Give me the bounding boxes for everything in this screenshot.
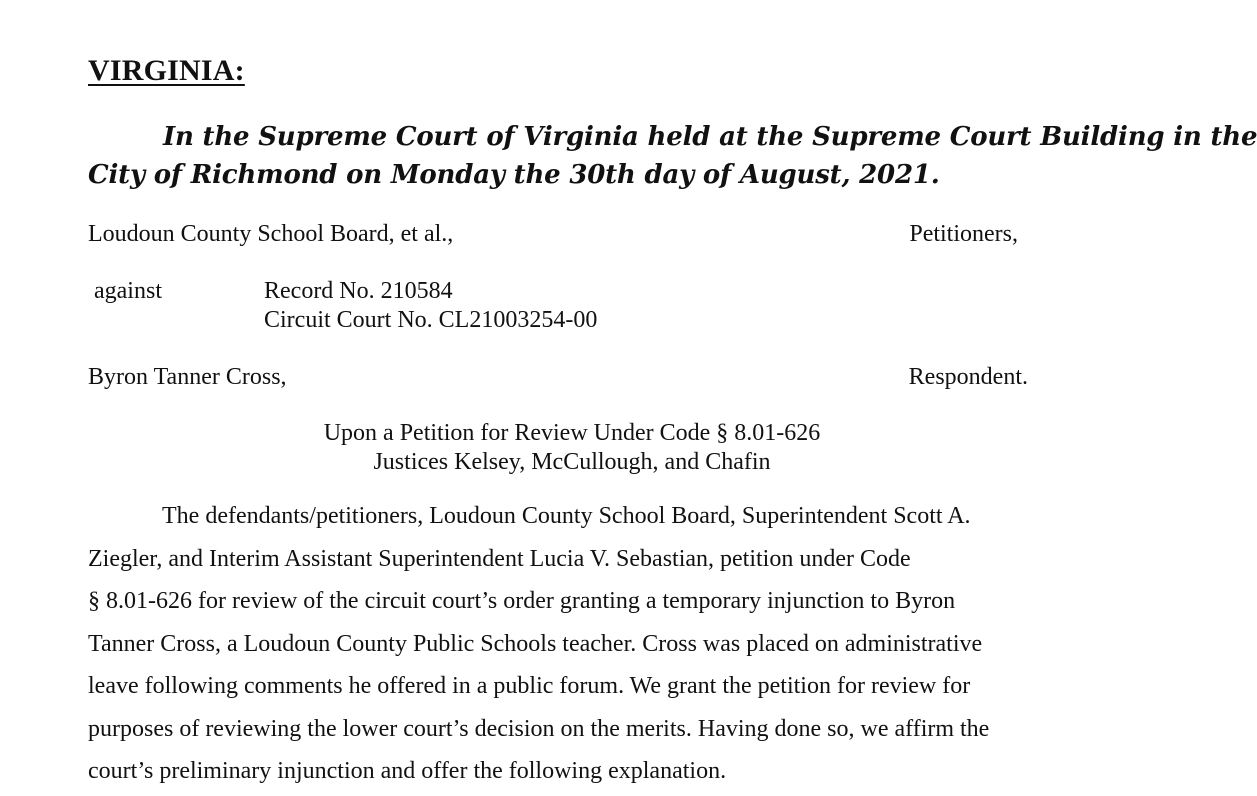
opinion-line: The defendants/petitioners, Loudoun County School Board, Superintendent Scott A. xyxy=(162,503,971,529)
record-number: Record No. 210584 xyxy=(264,278,453,304)
court-caption-line-2: City of Richmond on Monday the 30th day of August, 2021. xyxy=(88,160,940,190)
court-caption-line-1: In the Supreme Court of Virginia held at the Supreme Court Building in the xyxy=(163,122,1257,152)
state-heading: VIRGINIA: xyxy=(88,54,245,87)
respondent-role: Respondent. xyxy=(908,364,1028,390)
opinion-line: leave following comments he offered in a public forum. We grant the petition for review for xyxy=(88,673,971,699)
opinion-line: § 8.01-626 for review of the circuit court’s order granting a temporary injunction to Byron xyxy=(88,588,956,614)
review-title: Upon a Petition for Review Under Code § 8.01-626 xyxy=(323,420,821,446)
petitioner-name: Loudoun County School Board, et al., xyxy=(88,221,454,247)
respondent-name: Byron Tanner Cross, xyxy=(88,364,287,390)
opinion-line: Tanner Cross, a Loudoun County Public Schools teacher. Cross was placed on administrative xyxy=(88,630,983,657)
opinion-paragraph xyxy=(88,498,1048,796)
circuit-court-number: Circuit Court No. CL21003254-00 xyxy=(264,307,598,333)
opinion-line: purposes of reviewing the lower court’s decision on the merits. Having done so, we affirm the xyxy=(88,715,990,742)
opinion-line: Ziegler, and Interim Assistant Superintendent Lucia V. Sebastian, petition under Code xyxy=(88,545,911,572)
justices-line: Justices Kelsey, McCullough, and Chafin xyxy=(373,449,771,475)
petitioner-role: Petitioners, xyxy=(909,221,1018,247)
against-label: against xyxy=(94,278,162,304)
opinion-line: court’s preliminary injunction and offer the following explanation. xyxy=(88,758,727,784)
court-caption xyxy=(88,118,1257,194)
